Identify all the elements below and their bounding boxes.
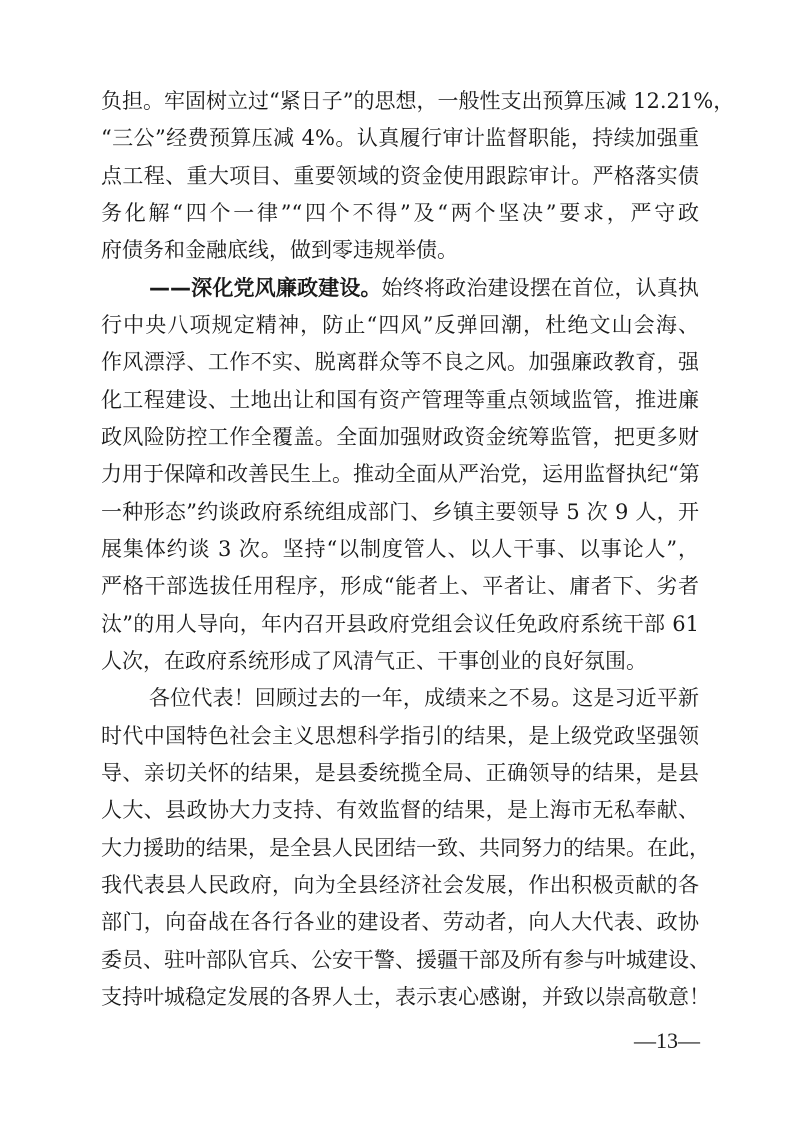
body-text-line: 严格干部选拔任用程序，形成“能者上、平者让、庸者下、劣者 (101, 574, 699, 598)
body-text-line: 展集体约谈 3 次。坚持“以制度管人、以人干事、以事论人”， (101, 537, 699, 561)
body-text-line: 府债务和金融底线，做到零违规举债。 (101, 238, 458, 262)
body-text-line: 力用于保障和改善民生上。推动全面从严治党，运用监督执纪“第 (101, 462, 700, 486)
body-text-line: 负担。牢固树立过“紧日子”的思想，一般性支出预算压减 12.21%， (101, 89, 735, 113)
body-text-line: 导、亲切关怀的结果，是县委统揽全局、正确领导的结果，是县 (101, 761, 699, 785)
body-text-line: 我代表县人民政府，向为全县经济社会发展，作出积极贡献的各 (101, 873, 699, 897)
body-text-line: “三公”经费预算压减 4%。认真履行审计监督职能，持续加强重 (101, 126, 699, 150)
section-line (149, 273, 699, 303)
body-text-line: 化工程建设、土地出让和国有资产管理等重点领域监管，推进廉 (101, 388, 699, 412)
section-body-text: 始终将政治建设摆在首位，认真执 (381, 276, 700, 300)
body-text-line: 务化解“四个一律”“四个不得”及“两个坚决”要求，严守政 (101, 201, 699, 225)
body-text-line: 行中央八项规定精神，防止“四风”反弹回潮，杜绝文山会海、 (101, 313, 699, 337)
body-text-line: 一种形态”约谈政府系统组成部门、乡镇主要领导 5 次 9 人，开 (101, 500, 699, 524)
body-text-line: 人次，在政府系统形成了风清气正、干事创业的良好氛围。 (101, 649, 647, 673)
body-text-line: 部门，向奋战在各行各业的建设者、劳动者，向人大代表、政协 (101, 910, 699, 934)
body-text-line: 汰”的用人导向，年内召开县政府党组会议任免政府系统干部 61 (101, 612, 699, 636)
body-text-line: 人大、县政协大力支持、有效监督的结果，是上海市无私奉献、 (101, 798, 699, 822)
body-text-line: 点工程、重大项目、重要领域的资金使用跟踪审计。严格落实债 (101, 164, 699, 188)
body-text-line: 各位代表！回顾过去的一年，成绩来之不易。这是习近平新 (149, 686, 699, 710)
body-text-line: 时代中国特色社会主义思想科学指引的结果，是上级党政坚强领 (101, 724, 699, 748)
body-text-line: 作风漂浮、工作不实、脱离群众等不良之风。加强廉政教育，强 (101, 350, 699, 374)
body-text-line: 政风险防控工作全覆盖。全面加强财政资金统筹监管，把更多财 (101, 425, 699, 449)
body-text-line: 支持叶城稳定发展的各界人士，表示衷心感谢，并致以崇高敬意！ (101, 985, 710, 1009)
body-text-line: 大力援助的结果，是全县人民团结一致、共同努力的结果。在此， (101, 836, 710, 860)
page-number: —13— (634, 1028, 700, 1053)
section-heading: ——深化党风廉政建设。 (149, 276, 382, 300)
body-text-line: 委员、驻叶部队官兵、公安干警、援疆干部及所有参与叶城建设、 (101, 948, 710, 972)
